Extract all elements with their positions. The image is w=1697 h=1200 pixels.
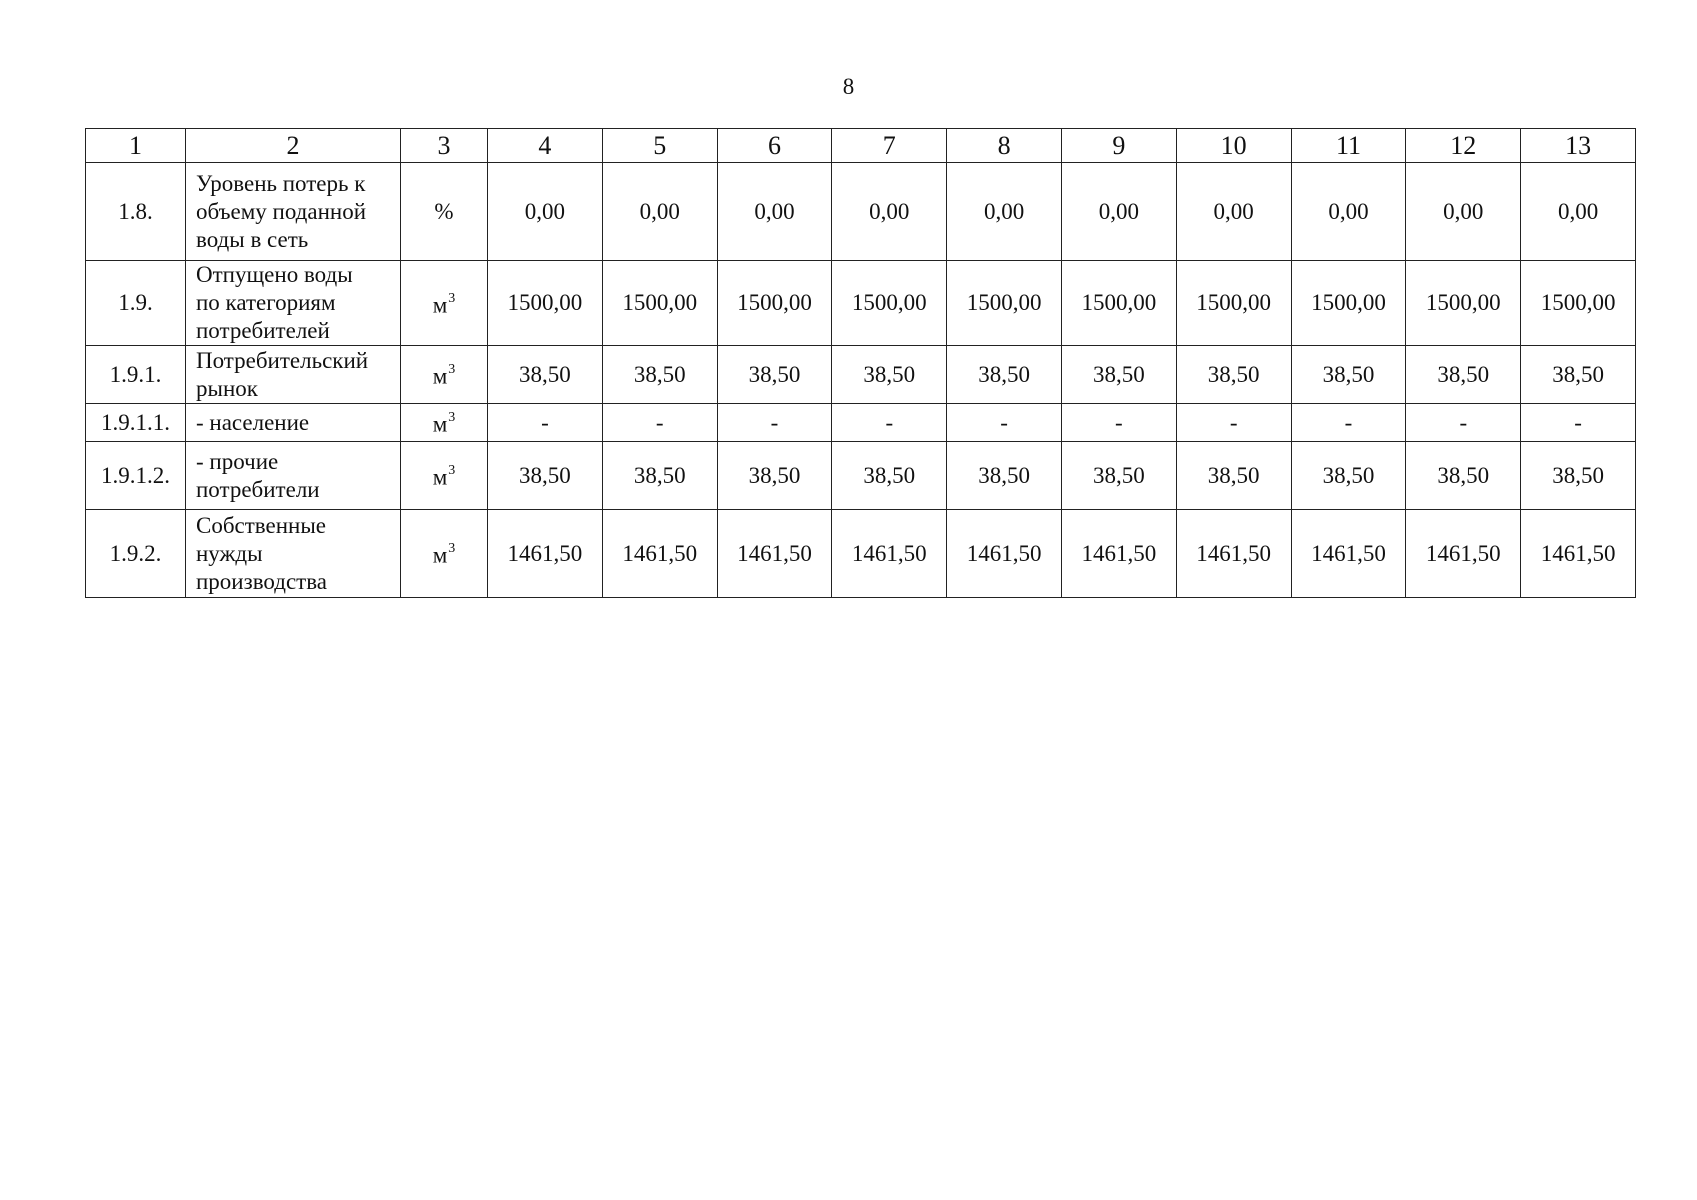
value-cell: - — [602, 404, 717, 442]
value-cell: 38,50 — [947, 346, 1062, 404]
value-cell: 1500,00 — [717, 261, 832, 346]
unit-label: м — [432, 363, 448, 389]
value-cell: 0,00 — [717, 163, 832, 261]
header-cell: 3 — [401, 129, 488, 163]
row-name-line: производства — [196, 568, 327, 594]
value-cell: 38,50 — [832, 346, 947, 404]
row-code-cell: 1.9.1.2. — [86, 442, 186, 510]
value-cell: - — [1406, 404, 1521, 442]
value-cell: 38,50 — [1291, 442, 1406, 510]
row-name-line: потребители — [196, 476, 320, 502]
value-cell: - — [1291, 404, 1406, 442]
row-name-cell — [186, 404, 401, 442]
unit-label: м — [432, 542, 448, 568]
value-cell: 1461,50 — [1061, 510, 1176, 598]
table-row — [86, 261, 1636, 346]
row-name-line: рынок — [196, 375, 258, 401]
value-cell: 1500,00 — [1521, 261, 1636, 346]
row-name-line: Уровень потерь к — [196, 170, 366, 196]
value-cell: - — [488, 404, 603, 442]
value-cell: 1461,50 — [832, 510, 947, 598]
unit-superscript: 3 — [448, 463, 456, 479]
header-cell: 1 — [86, 129, 186, 163]
row-code-cell: 1.9.2. — [86, 510, 186, 598]
value-cell: 38,50 — [602, 442, 717, 510]
unit-label: % — [434, 198, 454, 224]
header-cell: 6 — [717, 129, 832, 163]
data-table — [85, 128, 1636, 598]
value-cell: 1461,50 — [1176, 510, 1291, 598]
value-cell: 38,50 — [1176, 442, 1291, 510]
unit-superscript: 3 — [448, 410, 456, 426]
row-name-line: потребителей — [196, 318, 330, 343]
value-cell: 38,50 — [602, 346, 717, 404]
value-cell: 1500,00 — [947, 261, 1062, 346]
row-name-line: воды в сеть — [196, 226, 309, 252]
unit-superscript: 3 — [448, 290, 456, 306]
table-row — [86, 404, 1636, 442]
value-cell: 0,00 — [488, 163, 603, 261]
header-cell: 10 — [1176, 129, 1291, 163]
table-row — [86, 346, 1636, 404]
value-cell: 38,50 — [717, 442, 832, 510]
row-unit-cell — [401, 442, 488, 510]
value-cell: 38,50 — [1406, 442, 1521, 510]
value-cell: - — [717, 404, 832, 442]
value-cell: 1500,00 — [602, 261, 717, 346]
value-cell: 1461,50 — [488, 510, 603, 598]
value-cell: 0,00 — [1406, 163, 1521, 261]
unit-label: м — [432, 464, 448, 490]
value-cell: 0,00 — [1061, 163, 1176, 261]
unit-superscript: 3 — [448, 541, 456, 557]
value-cell: 0,00 — [1521, 163, 1636, 261]
value-cell: 0,00 — [1176, 163, 1291, 261]
header-cell: 9 — [1061, 129, 1176, 163]
value-cell: - — [832, 404, 947, 442]
row-name-cell — [186, 510, 401, 598]
row-code-cell: 1.9.1.1. — [86, 404, 186, 442]
value-cell: 1500,00 — [1176, 261, 1291, 346]
value-cell: 0,00 — [1291, 163, 1406, 261]
row-name-line: - население — [196, 409, 310, 435]
header-cell: 4 — [488, 129, 603, 163]
row-code-cell: 1.9. — [86, 261, 186, 346]
header-cell: 13 — [1521, 129, 1636, 163]
row-unit-cell — [401, 510, 488, 598]
row-name-cell — [186, 442, 401, 510]
row-unit-cell — [401, 261, 488, 346]
unit-label: м — [432, 411, 448, 437]
value-cell: 38,50 — [717, 346, 832, 404]
value-cell: 1500,00 — [488, 261, 603, 346]
value-cell: 38,50 — [488, 442, 603, 510]
value-cell: 1500,00 — [832, 261, 947, 346]
value-cell: 38,50 — [832, 442, 947, 510]
header-cell: 5 — [602, 129, 717, 163]
row-name-line: - прочие — [196, 448, 279, 474]
row-name-line: нужды — [196, 540, 263, 566]
row-name-line: Потребительский — [196, 347, 369, 373]
value-cell: 1500,00 — [1061, 261, 1176, 346]
table-row — [86, 510, 1636, 598]
value-cell: 38,50 — [1176, 346, 1291, 404]
table-header-row — [86, 129, 1636, 163]
table-row — [86, 442, 1636, 510]
value-cell: 38,50 — [1521, 442, 1636, 510]
header-cell: 7 — [832, 129, 947, 163]
value-cell: 38,50 — [1291, 346, 1406, 404]
value-cell: 1461,50 — [1291, 510, 1406, 598]
row-unit-cell — [401, 404, 488, 442]
page-number: 8 — [842, 74, 855, 99]
row-name-line: Собственные — [196, 512, 327, 538]
unit-label: м — [432, 292, 448, 318]
value-cell: 1500,00 — [1406, 261, 1521, 346]
value-cell: 38,50 — [1061, 442, 1176, 510]
value-cell: 0,00 — [602, 163, 717, 261]
value-cell: - — [947, 404, 1062, 442]
unit-superscript: 3 — [448, 362, 456, 378]
value-cell: - — [1176, 404, 1291, 442]
value-cell: 1500,00 — [1291, 261, 1406, 346]
row-code-cell: 1.9.1. — [86, 346, 186, 404]
row-name-cell — [186, 346, 401, 404]
value-cell: 38,50 — [947, 442, 1062, 510]
value-cell: 1461,50 — [1521, 510, 1636, 598]
value-cell: 38,50 — [488, 346, 603, 404]
row-unit-cell — [401, 163, 488, 261]
row-code-cell: 1.8. — [86, 163, 186, 261]
value-cell: 1461,50 — [947, 510, 1062, 598]
value-cell: 1461,50 — [717, 510, 832, 598]
row-name-line: Отпущено воды — [196, 262, 353, 287]
header-cell: 12 — [1406, 129, 1521, 163]
row-name-line: по категориям — [196, 290, 336, 315]
value-cell: 38,50 — [1406, 346, 1521, 404]
value-cell: - — [1061, 404, 1176, 442]
header-cell: 8 — [947, 129, 1062, 163]
value-cell: 38,50 — [1061, 346, 1176, 404]
value-cell: 0,00 — [947, 163, 1062, 261]
value-cell: 1461,50 — [602, 510, 717, 598]
row-name-cell — [186, 163, 401, 261]
value-cell: 0,00 — [832, 163, 947, 261]
value-cell: - — [1521, 404, 1636, 442]
row-unit-cell — [401, 346, 488, 404]
table-row — [86, 163, 1636, 261]
value-cell: 38,50 — [1521, 346, 1636, 404]
header-cell: 2 — [186, 129, 401, 163]
row-name-cell — [186, 261, 401, 346]
header-cell: 11 — [1291, 129, 1406, 163]
row-name-line: объему поданной — [196, 198, 367, 224]
value-cell: 1461,50 — [1406, 510, 1521, 598]
